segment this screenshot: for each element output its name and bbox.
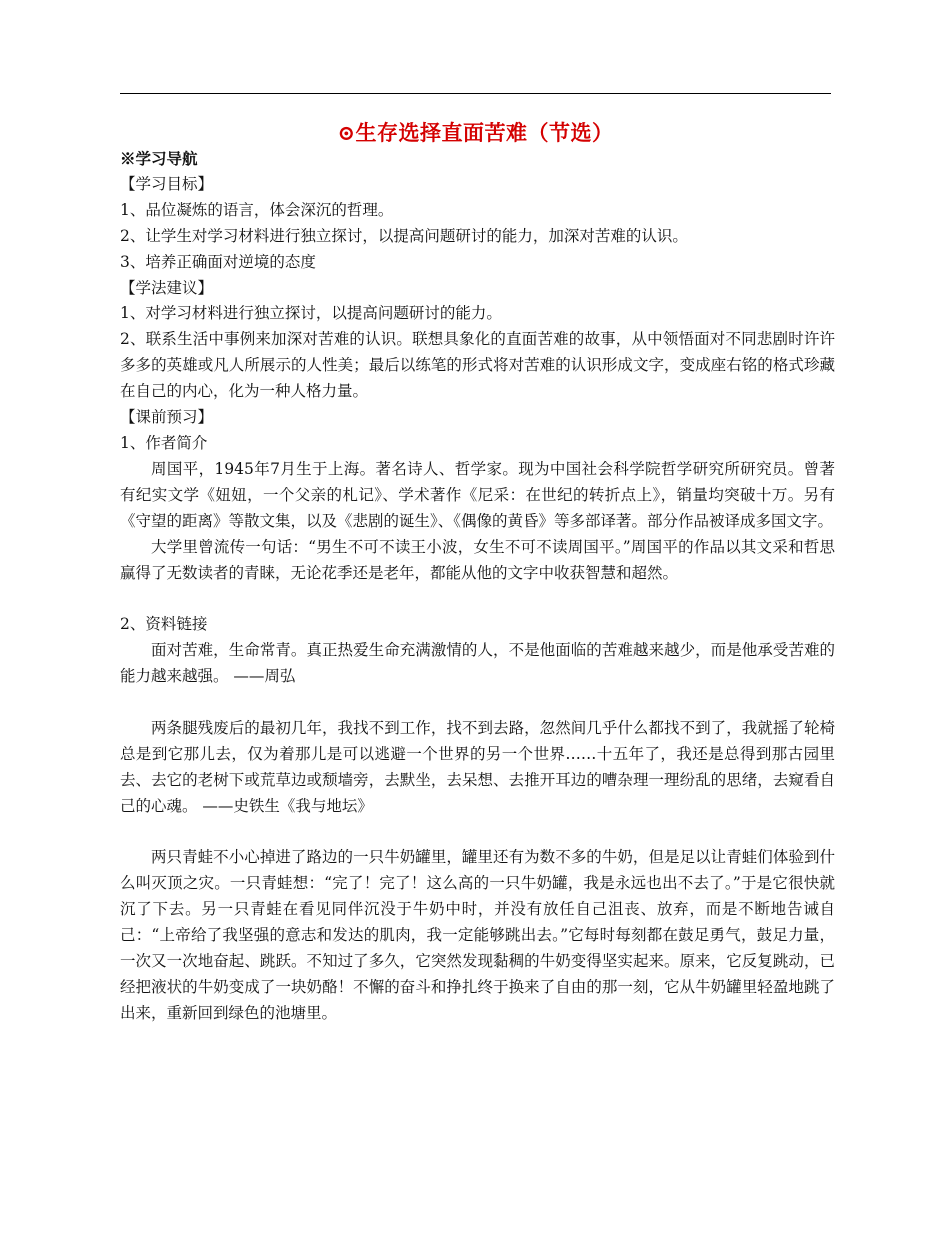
story-paragraph: 两只青蛙不小心掉进了路边的一只牛奶罐里，罐里还有为数不多的牛奶，但是足以让青蛙们体验到什么叫灭顶之灾。一只青蛙想：“完了！完了！这么高的一只牛奶罐，我是永远也出不去了。”于是它很快就沉了下去。另一只青蛙在看见同伴沉没于牛奶中时，并没有放任自己沮丧、放弃，而是不断地告诫自己：“上帝给了我坚强的意志和发达的肌肉，我一定能够跳出去。”它每时每刻都在鼓足勇气，鼓足力量，一次又一次地奋起、跳跃。不知过了多久，它突然发现黏稠的牛奶变得坚实起来。原来，它反复跳动，已经把液状的牛奶变成了一块奶酪！不懈的奋斗和挣扎终于换来了自由的那一刻，它从牛奶罐里轻盈地跳了出来，重新回到绿色的池塘里。: [120, 848, 835, 1022]
quote-paragraph: 面对苦难，生命常青。真正热爱生命充满激情的人，不是他面临的苦难越来越少，而是他承受苦难的能力越来越强。 ——周弘: [120, 641, 835, 686]
spacer: [120, 586, 835, 612]
author-heading: 1、作者简介: [120, 433, 208, 452]
document-body: [120, 146, 835, 1027]
spacer: [120, 690, 835, 716]
spacer: [120, 820, 835, 846]
goal-item: 2、让学生对学习材料进行独立探讨，以提高问题研讨的能力，加深对苦难的认识。: [120, 226, 688, 245]
page-title: ⊙生存选择直面苦难（节选）: [337, 120, 614, 145]
goal-item: 3、培养正确面对逆境的态度: [120, 252, 316, 271]
method-item: 1、对学习材料进行独立探讨，以提高问题研讨的能力。: [120, 304, 502, 323]
quote-paragraph: 两条腿残废后的最初几年，我找不到工作，找不到去路，忽然间几乎什么都找不到了，我就摇了轮椅总是到它那儿去，仅为着那儿是可以逃避一个世界的另一个世界……十五年了，我还是总得到那古园里去、去它的老树下或荒草边或颓墙旁，去默坐，去呆想、去推开耳边的嘈杂理一理纷乱的思绪，去窥看自己的心魂。 ——史铁生《我与地坛》: [120, 718, 835, 815]
guide-heading: ※学习导航: [120, 149, 198, 168]
methods-heading: 【学法建议】: [120, 278, 214, 297]
method-item: 2、联系生活中事例来加深对苦难的认识。联想具象化的直面苦难的故事，从中领悟面对不同悲剧时许许多多的英雄或凡人所展示的人性美；最后以练笔的形式将对苦难的认识形成文字，变成座右铭的格式珍藏在自己的内心，化为一种人格力量。: [120, 330, 835, 401]
preview-heading: 【课前预习】: [120, 408, 214, 427]
goals-heading: 【学习目标】: [120, 174, 214, 193]
links-heading: 2、资料链接: [120, 615, 208, 634]
author-paragraph: 周国平，1945年7月生于上海。著名诗人、哲学家。现为中国社会科学院哲学研究所研究员。曾著有纪实文学《妞妞，一个父亲的札记》、学术著作《尼采：在世纪的转折点上》，销量均突破十万。另有《守望的距离》等散文集，以及《悲剧的诞生》、《偶像的黄昏》等多部译著。部分作品被译成多国文字。: [120, 459, 835, 530]
header-rule: [120, 93, 831, 94]
goal-item: 1、品位凝炼的语言，体会深沉的哲理。: [120, 200, 394, 219]
author-paragraph: 大学里曾流传一句话：“男生不可不读王小波，女生不可不读周国平。”周国平的作品以其文采和哲思赢得了无数读者的青睐，无论花季还是老年，都能从他的文字中收获智慧和超然。: [120, 537, 835, 582]
